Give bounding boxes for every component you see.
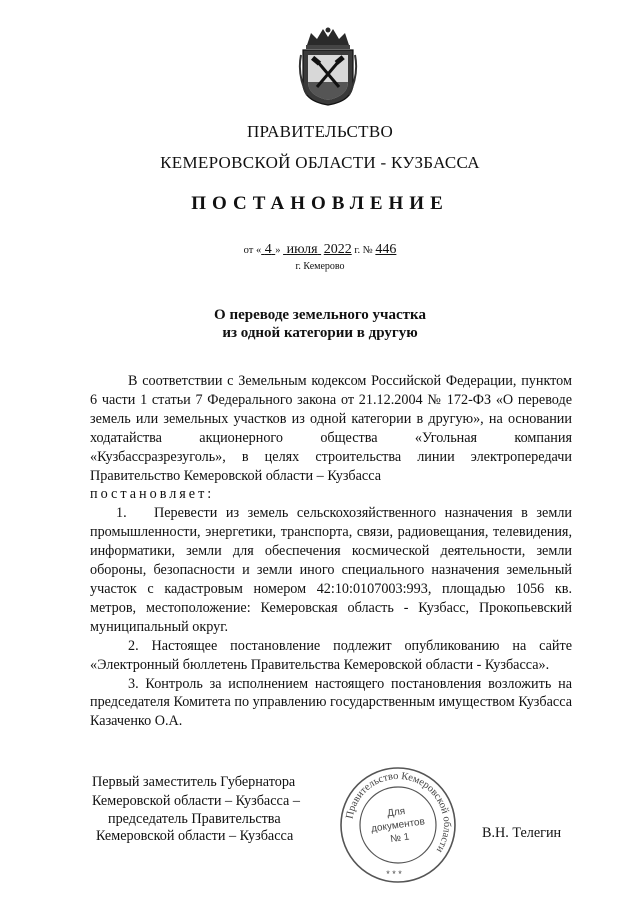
signatory-title-line3: председатель Правительства xyxy=(108,811,281,827)
signatory-name: В.Н. Телегин xyxy=(482,825,562,841)
date-month: июля xyxy=(286,242,318,257)
stamp-center-line1: Для xyxy=(386,805,406,820)
signatory-title-line4: Кемеровской области – Кузбасса xyxy=(96,828,294,844)
item-2-paragraph: 2. Настоящее постановление подлежит опубликованию на сайте «Электронный бюллетень Правительства Кемеровской области - Кузбасса». xyxy=(90,637,572,673)
subject-line1: О переводе земельного участка xyxy=(214,307,426,323)
date-year: 2022 xyxy=(323,242,352,257)
stamp-ring-text: Правительство Кемеровской области xyxy=(344,770,453,855)
item-3-paragraph: 3. Контроль за исполнением настоящего постановления возложить на председателя Комитета по управлению государственным имуществом Кузбасса Казаченко О.А. xyxy=(90,675,572,730)
item-1-paragraph xyxy=(90,504,572,636)
resolves-word: постановляет: xyxy=(90,486,215,503)
coat-of-arms-emblem xyxy=(297,25,359,107)
date-close-quote: » xyxy=(275,245,281,256)
org-name-line1: ПРАВИТЕЛЬСТВО xyxy=(246,122,394,141)
document-body xyxy=(90,372,572,731)
city-label: г. Кемерово xyxy=(295,261,345,272)
item-1-number: 1. xyxy=(116,505,127,522)
date-number-line xyxy=(0,242,640,258)
date-prefix: от « xyxy=(243,245,262,256)
signatory-title-line2: Кемеровской области – Кузбасса – xyxy=(92,793,300,809)
date-day: 4 xyxy=(264,242,272,257)
preamble-paragraph: В соответствии с Земельным кодексом Российской Федерации, пунктом 6 части 1 статьи 7 Федерального закона от 21.12.2004 № 172-ФЗ «О переводе земель или земельных участков из одной категории в другую», на основании ходатайства акционерного общества «Угольная компания «Кузбассразрезуголь», в целях строительства линии электропередачи Правительство Кемеровской области – Кузбасса xyxy=(90,373,572,484)
signatory-title-line1: Первый заместитель Губернатора xyxy=(92,774,296,790)
stamp-center-line3: № 1 xyxy=(389,831,411,846)
document-type-title: ПОСТАНОВЛЕНИЕ xyxy=(191,193,449,214)
stamp-stars: * * * xyxy=(386,869,402,879)
org-name-line2: КЕМЕРОВСКОЙ ОБЛАСТИ - КУЗБАССА xyxy=(160,153,480,172)
number-prefix: г. № xyxy=(354,245,373,256)
document-number: 446 xyxy=(375,242,397,257)
item-1-text: Перевести из земель сельскохозяйственного назначения в земли промышленности, энергетики, транспорта, связи, радиовещания, телевидения, информатики, земли для обеспечения космической деятельности, земли обороны, безопасности и земли иного специального назначения земельный участок с кадастровым номером 42:10:0107003:993, площадью 1056 кв. метров, местоположение: Кемеровская область - Кузбасс, Прокопьевский муниципальный округ. xyxy=(90,505,572,635)
official-stamp xyxy=(338,765,458,885)
stamp-center-line2: документов xyxy=(370,816,426,835)
subject-line2: из одной категории в другую xyxy=(222,325,418,341)
